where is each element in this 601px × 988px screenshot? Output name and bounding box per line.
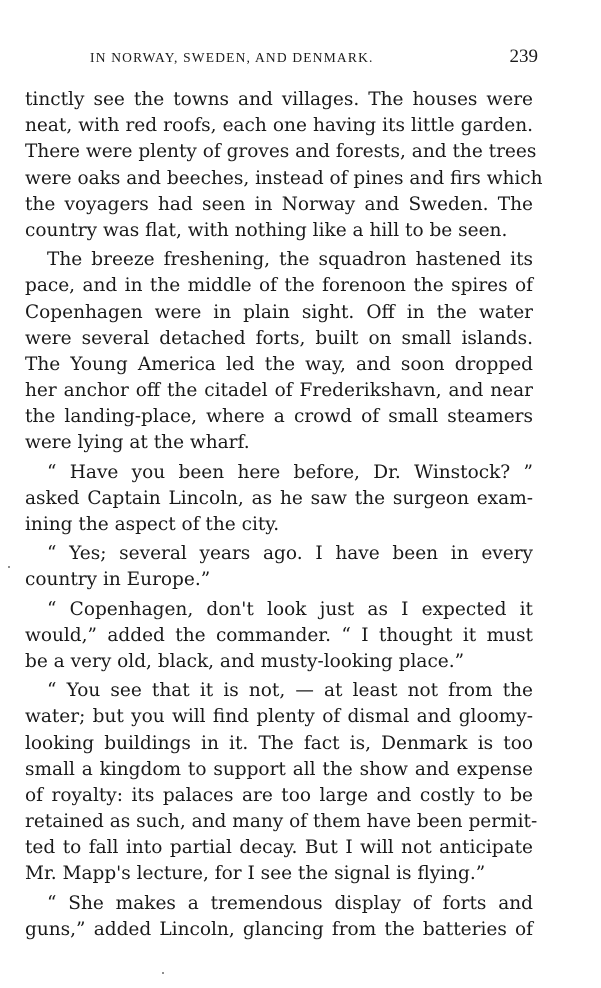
text-line: There were plenty of groves and forests, and the trees xyxy=(25,141,537,163)
text-line: small a kingdom to support all the show and expense xyxy=(25,758,533,780)
body-text xyxy=(25,87,543,943)
text-line: “ Yes; several years ago. I have been in every xyxy=(47,543,533,565)
text-line: guns,” added Lincoln, glancing from the batteries of xyxy=(25,918,533,940)
text-line: pace, and in the middle of the forenoon the spires of xyxy=(25,275,533,297)
text-line: Mr. Mapp's lecture, for I see the signal is flying.” xyxy=(25,863,486,885)
text-line: The Young America led the way, and soon dropped xyxy=(25,353,533,375)
page-number: 239 xyxy=(509,46,538,67)
ink-speck xyxy=(162,972,164,974)
text-line: “ You see that it is not, — at least not from the xyxy=(47,680,533,702)
text-line: Copenhagen were in plain sight. Off in the water xyxy=(25,301,533,323)
text-line: were several detached forts, built on small islands. xyxy=(25,327,533,349)
text-line: country in Europe.” xyxy=(25,569,211,591)
text-line: retained as such, and many of them have been permit- xyxy=(25,811,538,833)
text-line: ining the aspect of the city. xyxy=(25,514,280,535)
text-line: the voyagers had seen in Norway and Sweden. The xyxy=(25,193,533,215)
running-head xyxy=(90,46,538,72)
text-line: ted to fall into partial decay. But I will not anticipate xyxy=(25,837,533,859)
text-line: asked Captain Lincoln, as he saw the surgeon exam- xyxy=(25,487,533,509)
text-line: be a very old, black, and musty-looking place.” xyxy=(25,650,465,672)
text-line: would,” added the commander. “ I thought it must xyxy=(25,624,533,646)
text-line: her anchor off the citadel of Frederikshavn, and near xyxy=(25,380,533,402)
text-line: “ Copenhagen, don't look just as I expected it xyxy=(47,598,533,620)
text-line: neat, with red roofs, each one having its little garden. xyxy=(25,115,533,137)
ink-speck xyxy=(8,566,10,568)
text-line: tinctly see the towns and villages. The houses were xyxy=(25,89,533,110)
text-line: the landing-place, where a crowd of small steamers xyxy=(25,406,533,428)
text-line: were oaks and beeches, instead of pines and firs which xyxy=(25,167,543,189)
text-line: “ Have you been here before, Dr. Winstock? ” xyxy=(47,461,533,483)
text-line: of royalty: its palaces are too large and costly to be xyxy=(25,784,533,806)
text-line: “ She makes a tremendous display of forts and xyxy=(47,892,533,914)
text-line: country was flat, with nothing like a hill to be seen. xyxy=(25,219,508,241)
text-line: water; but you will find plenty of dismal and gloomy- xyxy=(25,706,533,728)
running-title: IN NORWAY, SWEDEN, AND DENMARK. xyxy=(90,50,374,65)
text-line: The breeze freshening, the squadron hastened its xyxy=(47,249,533,271)
text-line: looking buildings in it. The fact is, Denmark is too xyxy=(25,732,533,754)
text-line: were lying at the wharf. xyxy=(25,432,250,454)
